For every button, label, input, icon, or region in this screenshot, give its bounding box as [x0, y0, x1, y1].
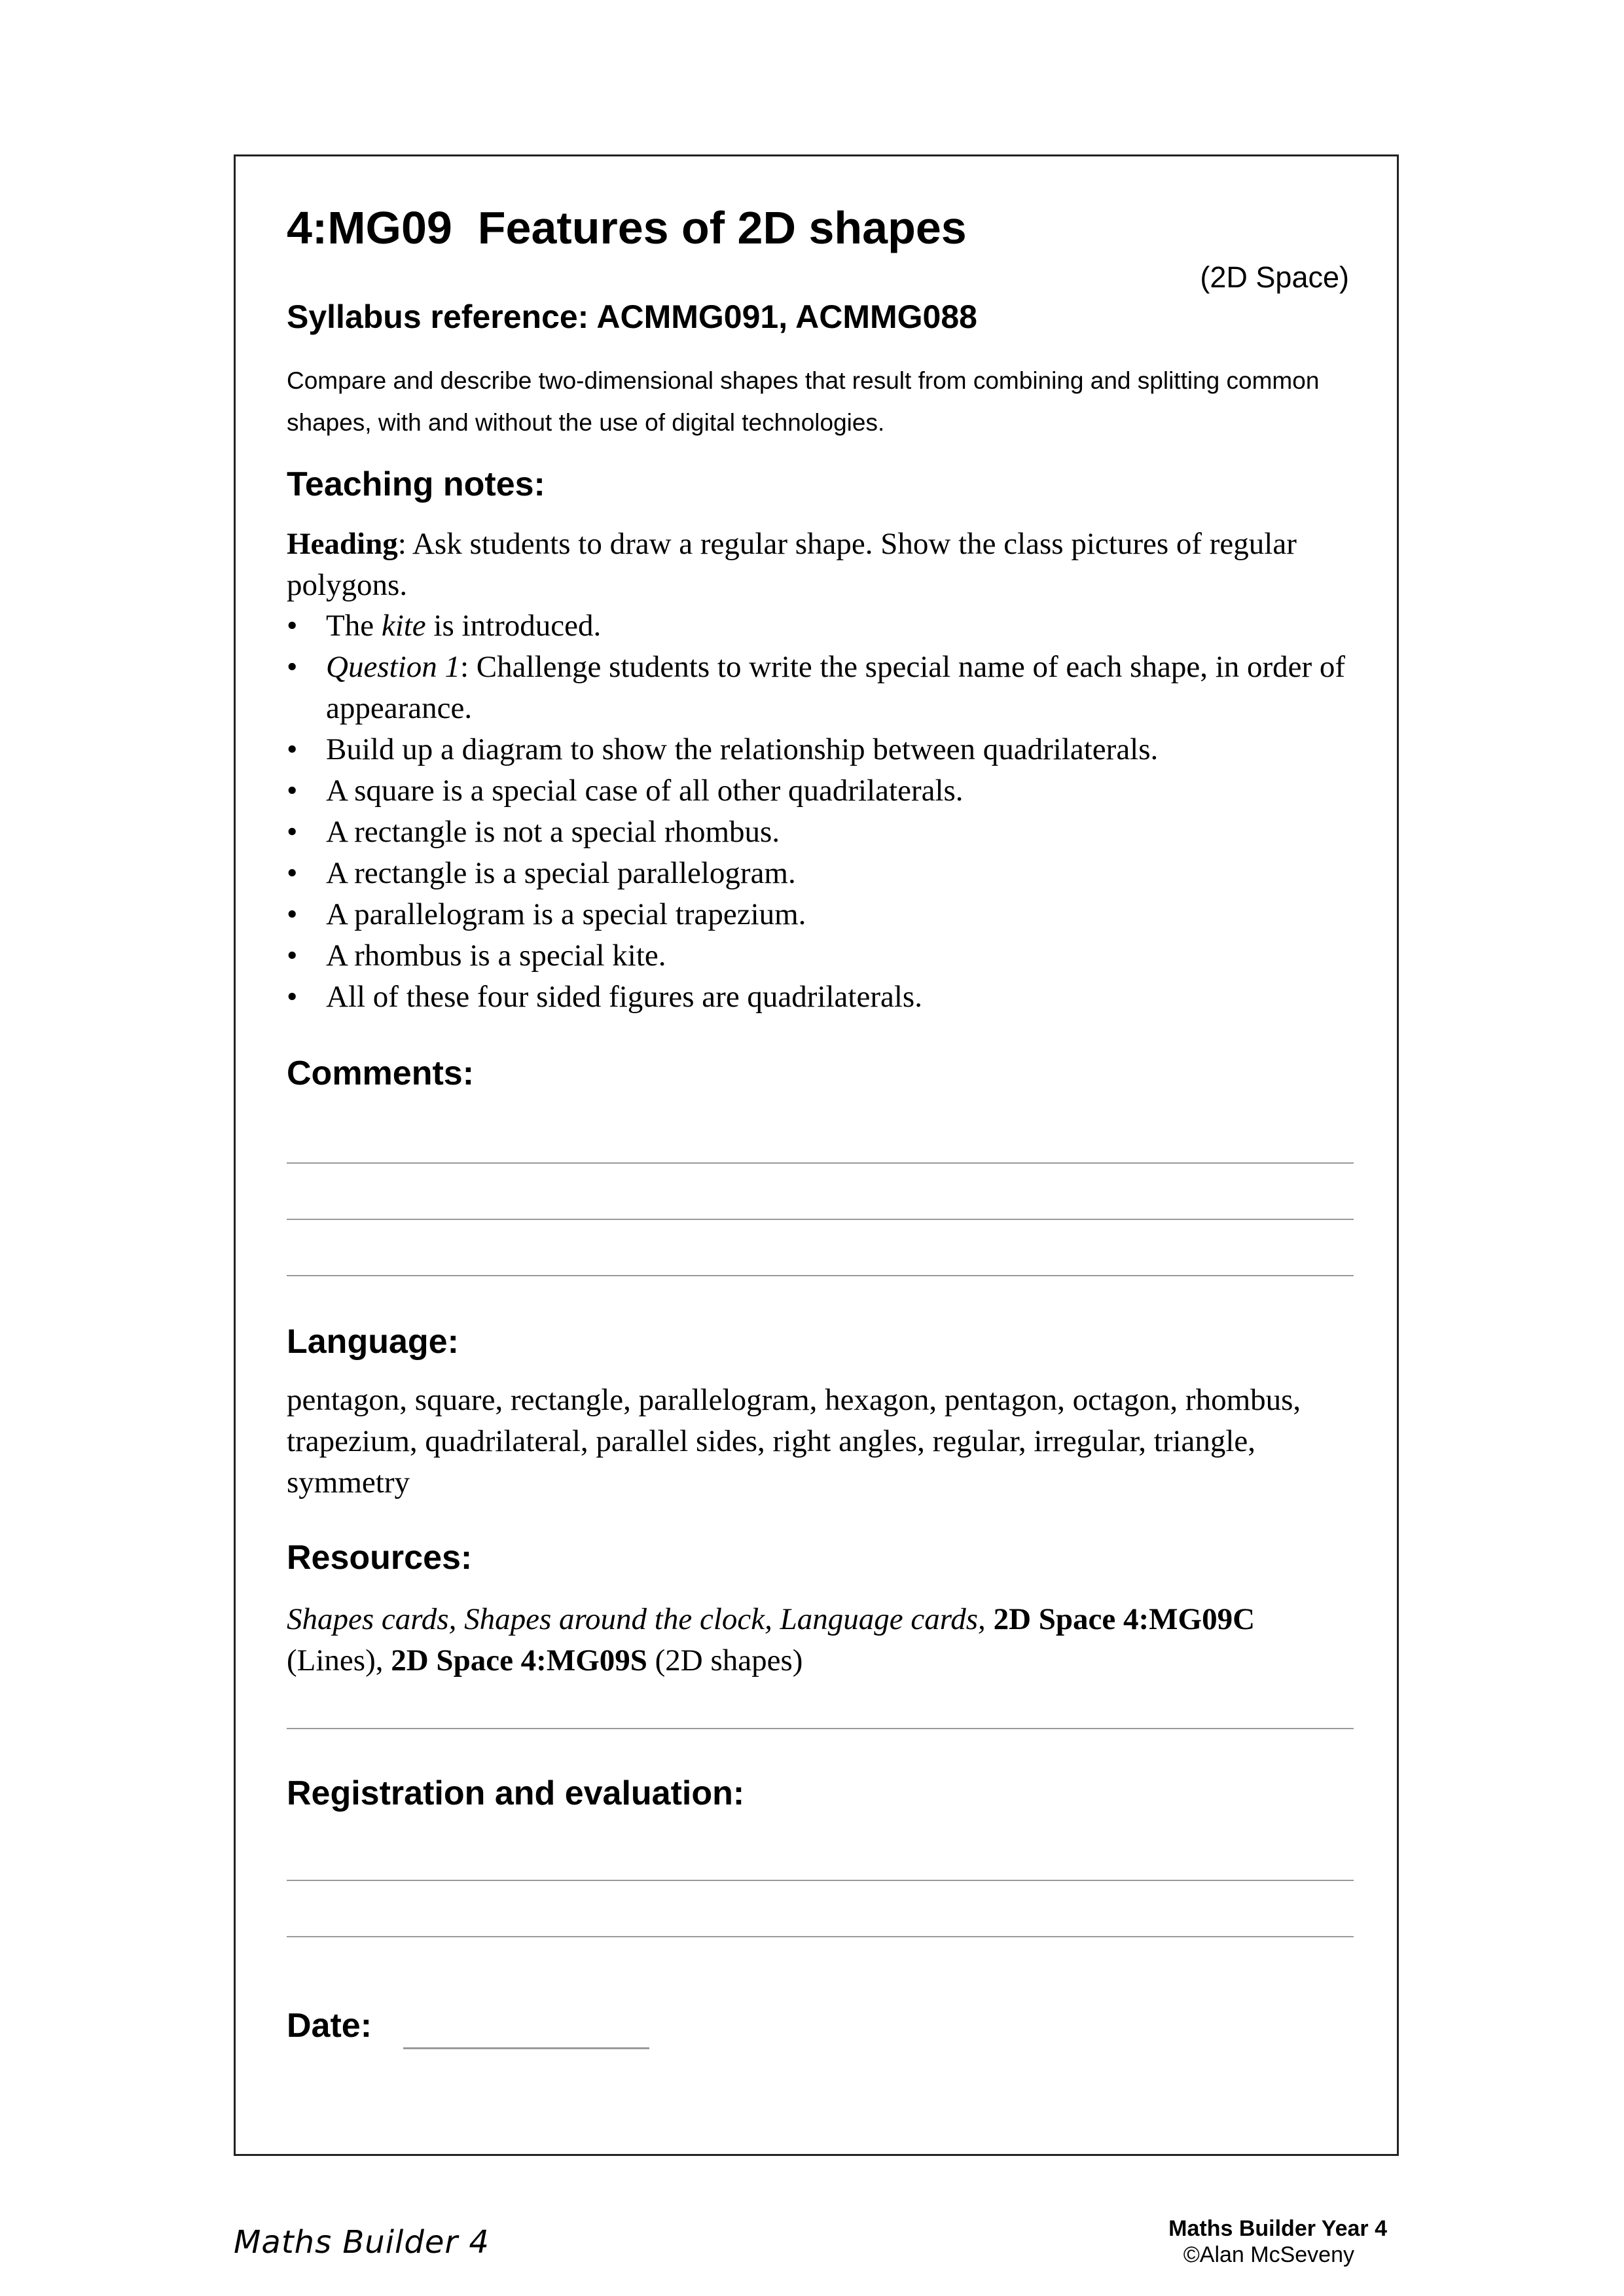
bullet-text: The — [326, 609, 382, 643]
resources-italic: Shapes cards, Shapes around the clock, Language cards, — [287, 1602, 986, 1636]
bullet-text: is introduced. — [425, 609, 602, 643]
registration-line — [287, 1880, 1354, 1881]
syllabus-reference: Syllabus reference: ACMMG091, ACMMG088 — [287, 298, 977, 335]
footer-book-title: Maths Builder Year 4 — [1168, 2216, 1387, 2241]
registration-line — [287, 1936, 1354, 1937]
list-item: • A rhombus is a special kite. — [287, 935, 1373, 977]
teaching-notes-list — [287, 605, 1373, 1018]
list-item — [287, 605, 1373, 647]
resources-heading: Resources: — [287, 1539, 473, 1577]
bullet-emphasis: kite — [381, 609, 426, 643]
language-terms: pentagon, square, rectangle, parallelogram, hexagon, pentagon, octagon, rhombus, trapezium, quadrilateral, parallel sides, right angles, regular, irregular, triangle, symmetry — [287, 1383, 1301, 1499]
footer-copyright: ©Alan McSeveny — [1183, 2242, 1354, 2267]
list-item: • A rectangle is not a special rhombus. — [287, 812, 1373, 853]
resource-note: (Lines), — [287, 1643, 384, 1677]
list-item: • A square is a special case of all other quadrilaterals. — [287, 770, 1373, 812]
page-title: 4:MG09 Features of 2D shapes — [287, 202, 967, 253]
comment-line — [287, 1219, 1354, 1220]
teaching-notes-intro — [287, 524, 1373, 606]
list-item: • All of these four sided figures are quadrilaterals. — [287, 977, 1373, 1018]
page-frame — [234, 154, 1399, 2156]
outcome-description: Compare and describe two-dimensional shapes that result from combining and splitting common shapes, with and without the use of digital technologies. — [287, 367, 1320, 436]
comment-line — [287, 1162, 1354, 1164]
teaching-notes-heading: Teaching notes: — [287, 465, 545, 503]
resource-code: 2D Space 4:MG09S — [391, 1643, 647, 1677]
list-item: • Build up a diagram to show the relationship between quadrilaterals. — [287, 729, 1373, 770]
footer-series: Maths Builder 4 — [234, 2224, 490, 2261]
strand-label: (2D Space) — [1200, 260, 1349, 294]
list-item — [287, 647, 1373, 729]
footer-credit — [1168, 2215, 1387, 2268]
date-label: Date: — [287, 2007, 372, 2045]
language-heading: Language: — [287, 1323, 459, 1361]
bullet-emphasis: Question 1 — [326, 650, 460, 684]
comment-line — [287, 1275, 1354, 1276]
resource-code: 2D Space 4:MG09C — [993, 1602, 1255, 1636]
comments-heading: Comments: — [287, 1054, 475, 1092]
registration-heading: Registration and evaluation: — [287, 1774, 745, 1812]
list-item: • A parallelogram is a special trapezium. — [287, 894, 1373, 935]
intro-label: Heading — [287, 527, 398, 561]
date-line — [403, 2047, 649, 2049]
resources-line — [287, 1728, 1354, 1729]
resources-text — [287, 1599, 1373, 1681]
bullet-text: : Challenge students to write the special name of each shape, in order of appearance. — [326, 650, 1346, 725]
resource-note: (2D shapes) — [655, 1643, 803, 1677]
list-item: • A rectangle is a special parallelogram. — [287, 853, 1373, 894]
intro-text: : Ask students to draw a regular shape. Show the class pictures of regular polygons. — [287, 527, 1297, 602]
